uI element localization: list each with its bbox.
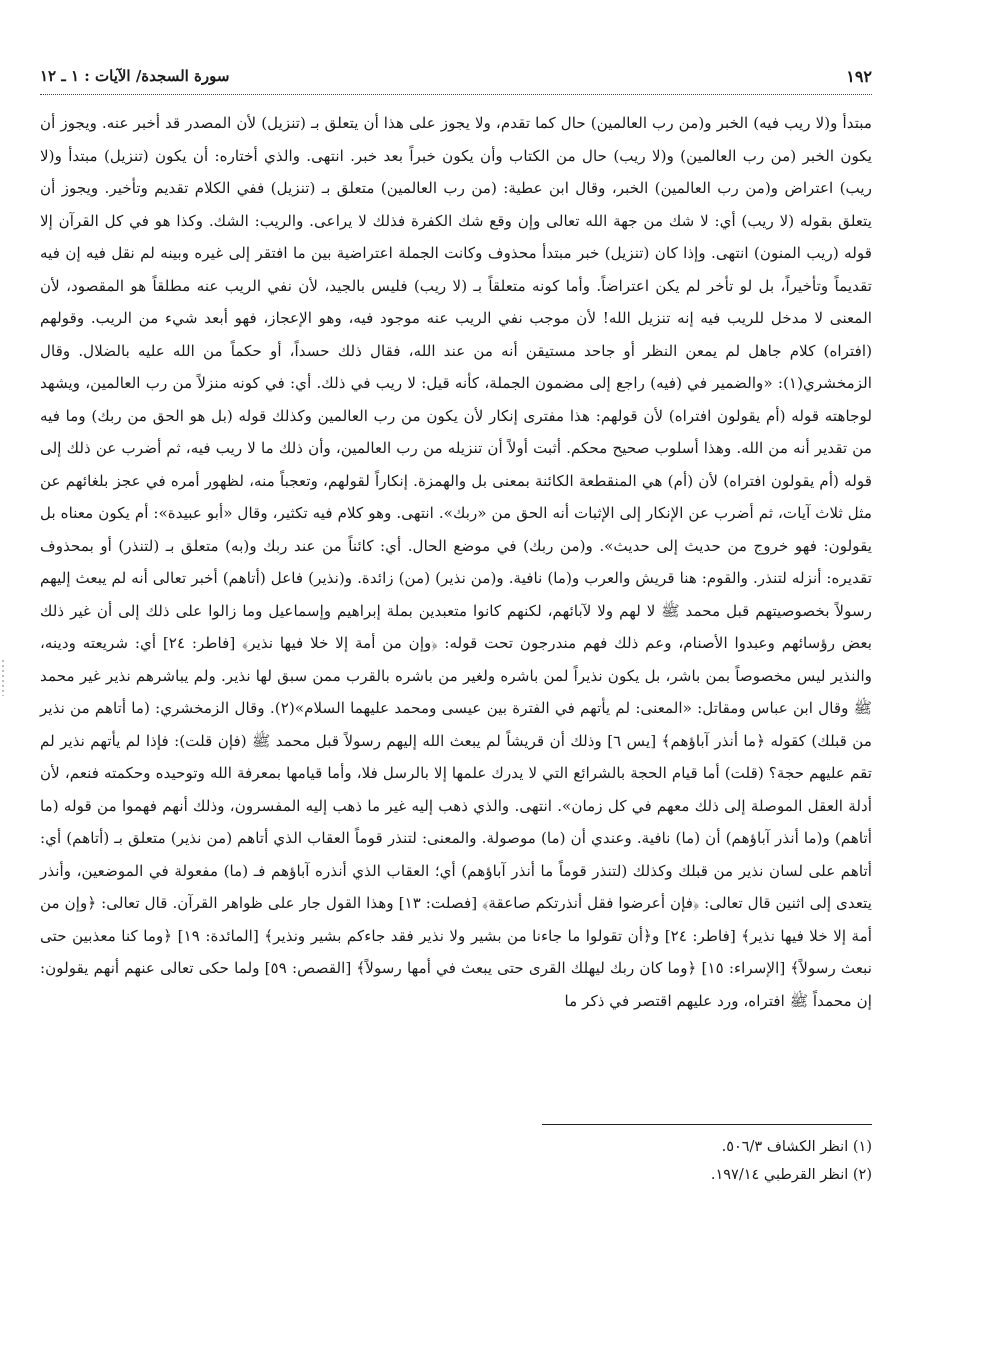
footnotes <box>40 1124 872 1189</box>
page-header <box>40 58 872 95</box>
footnote-separator <box>542 1124 872 1125</box>
book-page <box>40 58 872 1308</box>
page-number: ١٩٢ <box>846 66 872 86</box>
footnote-2: (٢) انظر القرطبي ١٩٧/١٤. <box>710 1167 872 1183</box>
body-paragraph: مبتدأ و(لا ريب فيه) الخبر و(من رب العالمين) حال كما تقدم، ولا يجوز على هذا أن يتعلق بـ (تنزيل) لأن المصدر قد أخبر عنه. ويجوز أن يكون الخبر (من رب العالمين) و(لا ريب) حال من الكتاب وأن يكون خبراً بعد خبر. انتهى. والذي أختاره: أن يكون (تنزيل) مبتدأ و(لا ريب) اعتراض و(من رب العالمين) الخبر، وقال ابن عطية: (من رب العالمين) متعلق بـ (تنزيل) ففي الكلام تقديم وتأخير. ويجوز أن يتعلق بقوله (لا ريب) أي: لا شك من جهة الله تعالى وإن وقع شك الكفرة فذلك لا يراعى. والريب: الشك. وكذا هو في كل القرآن إلا قوله (ريب المنون) انتهى. وإذا كان (تنزيل) خبر مبتدأ محذوف وكانت الجملة اعتراضية بين ما افتقر إلى غيره وبينه لم نقل فيه إن فيه تقديماً وتأخيراً، بل لو تأخر لم يكن اعتراضاً. وأما كونه متعلقاً بـ (لا ريب) فليس بالجيد، لأن نفي الريب عنه مطلقاً هو المقصود، لأن المعنى لا مدخل للريب فيه إنه تنزيل الله! لأن موجب نفي الريب عنه موجود فيه، وهو الإعجاز، فهو أبعد شيء من الريب. وقولهم (افتراه) كلام جاهل لم يمعن النظر أو جاحد مستيقن أنه من عند الله، فقال ذلك حسداً، أو حكماً من الله عليه بالضلال. وقال الزمخشري(١): «والضمير في (فيه) راجع إلى مضمون الجملة، كأنه قيل: لا ريب في ذلك. أي: في كونه منزلاً من رب العالمين، ويشهد لوجاهته قوله (أم يقولون افتراه) لأن قولهم: هذا مفترى إنكار لأن يكون من رب العالمين وكذلك قوله (بل هو الحق من ربك) وما فيه من تقدير أنه من الله. وهذا أسلوب صحيح محكم. أثبت أولاً أن تنزيله من رب العالمين، وأن ذلك ما لا ريب فيه، ثم أضرب عن ذلك إلى قوله (أم يقولون افتراه) لأن (أم) هي المنقطعة الكائنة بمعنى بل والهمزة. إنكاراً لقولهم، وتعجباً منه، لظهور أمره في عجز بلغائهم عن مثل ثلاث آيات، ثم أضرب عن الإنكار إلى الإثبات أنه الحق من «ربك». انتهى. وهو كلام فيه تكثير، وقال «أبو عبيدة»: أم يكون معناه بل يقولون: فهو خروج من حديث إلى حديث». و(من ربك) في موضع الحال. أي: كائناً من عند ربك و(به) متعلق بـ (لتنذر) أو بمحذوف تقديره: أنزله لتنذر. والقوم: هنا قريش والعرب و(ما) نافية. و(من نذير) (من) زائدة. و(نذير) فاعل (أتاهم) أخبر تعالى أنه لم يبعث إليهم رسولاً بخصوصيتهم قبل محمد ﷺ لا لهم ولا لآبائهم، لكنهم كانوا متعبدين بملة إبراهيم وإسماعيل وما زالوا على ذلك إلى أن غير ذلك بعض رؤسائهم وعبدوا الأصنام، وعم ذلك فهم مندرجون تحت قوله: ﴿وإن من أمة إلا خلا فيها نذير﴾ [فاطر: ٢٤] أي: شريعته ودينه، والنذير ليس مخصوصاً بمن باشر، بل يكون نذيراً لمن باشره ولغير من باشره بالقرب ممن سبق لها نذير. ولم يباشرهم نذير غير محمد ﷺ وقال ابن عباس ومقاتل: «المعنى: لم يأتهم في الفترة بين عيسى ومحمد عليهما السلام»(٢). وقال الزمخشري: (ما أتاهم من نذير من قبلك) كقوله ﴿ما أنذر آباؤهم﴾ [يس ٦] وذلك أن قريشاً لم يبعث الله إليهم رسولاً قبل محمد ﷺ (فإن قلت): فإذا لم يأتهم نذير لم تقم عليهم حجة؟ (قلت) أما قيام الحجة بالشرائع التي لا يدرك علمها إلا بالرسل فلا، وأما قيامها بمعرفة الله وتوحيده وحكمته فنعم، لأن أدلة العقل الموصلة إلى ذلك معهم في كل زمان». انتهى. والذي ذهب إليه غير ما ذهب إليه المفسرون، وذلك أنهم فهموا من قوله (ما أتاهم) و(ما أنذر آباؤهم) أن (ما) نافية. وعندي أن (ما) موصولة. والمعنى: لتنذر قوماً العقاب الذي أتاهم (من نذير) متعلق بـ (أتاهم) أي: أتاهم على لسان نذير من قبلك وكذلك (لتنذر قوماً ما أنذر آباؤهم) أي؛ العقاب الذي أنذره آباؤهم فـ (ما) مفعولة في الموضعين، وأنذر يتعدى إلى اثنين قال تعالى: ﴿فإن أعرضوا فقل أنذرتكم صاعقة﴾ [فصلت: ١٣] وهذا القول جار على ظواهر القرآن. قال تعالى: ﴿وإن من أمة إلا خلا فيها نذير﴾ [فاطر: ٢٤] و﴿أن تقولوا ما جاءنا من بشير ولا نذير فقد جاءكم بشير ونذير﴾ [المائدة: ١٩] ﴿وما كنا معذبين حتى نبعث رسولاً﴾ [الإسراء: ١٥] ﴿وما كان ربك ليهلك القرى حتى يبعث في أمها رسولاً﴾ [القصص: ٥٩] ولما حكى تعالى عنهم أنهم يقولون: إن محمداً ﷺ افتراه، ورد عليهم اقتصر في ذكر ما <box>40 114 873 1010</box>
scan-edge-mark <box>2 660 4 696</box>
main-text <box>40 107 872 1017</box>
running-title: سورة السجدة/ الآيات : ١ ـ ١٢ <box>40 67 230 85</box>
footnote-1: (١) انظر الكشاف ٥٠٦/٣. <box>721 1139 872 1155</box>
